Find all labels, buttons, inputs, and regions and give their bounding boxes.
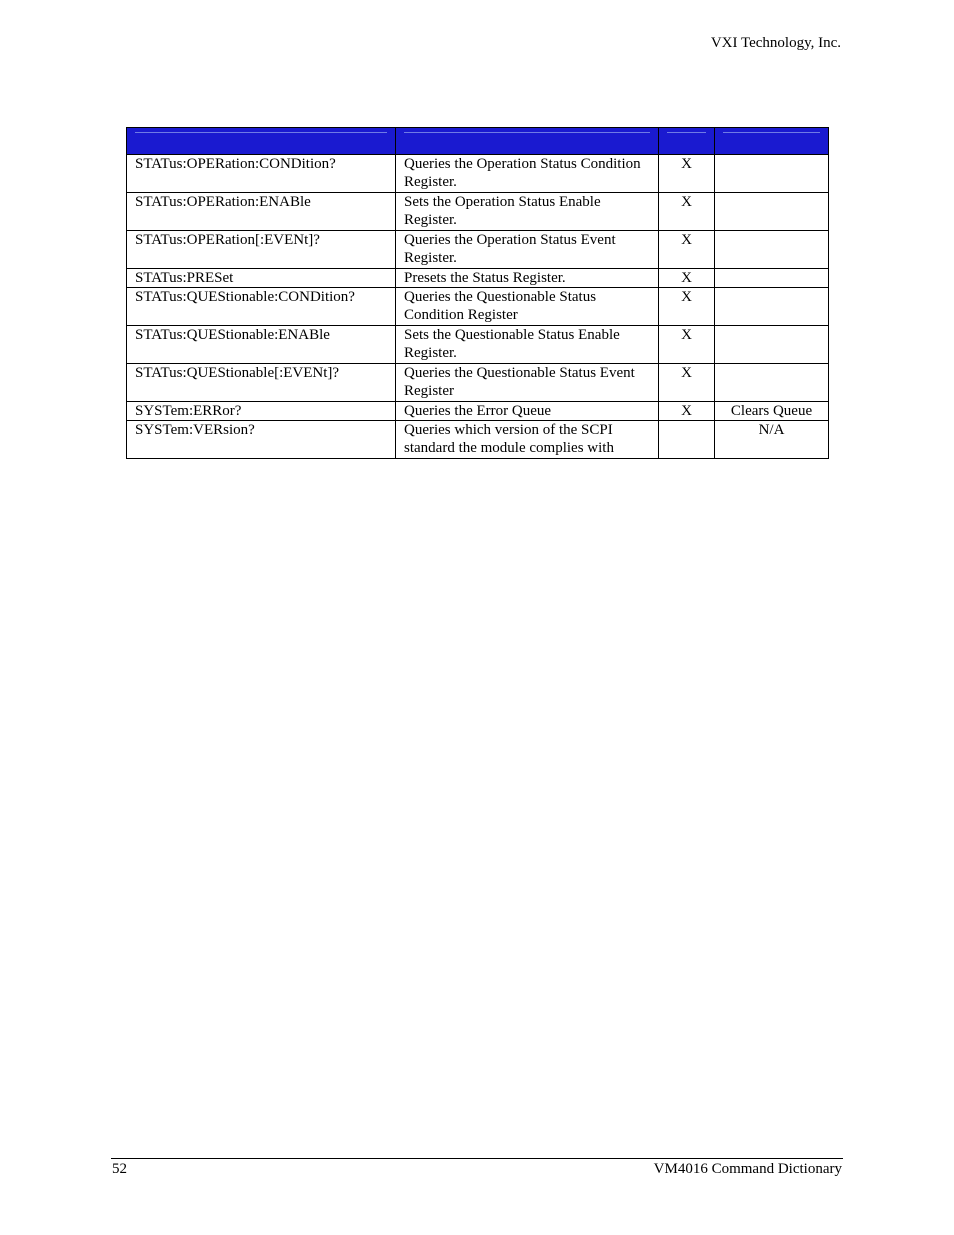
command-cell: STATus:QUEStionable:CONDition? bbox=[127, 288, 396, 326]
note-cell: N/A bbox=[715, 421, 829, 459]
note-cell bbox=[715, 193, 829, 231]
table-row bbox=[127, 193, 829, 231]
command-cell: STATus:OPERation:CONDition? bbox=[127, 155, 396, 193]
table-header-row bbox=[127, 128, 829, 155]
mark-cell: X bbox=[659, 364, 715, 402]
note-cell bbox=[715, 269, 829, 288]
header-cell-note bbox=[715, 128, 829, 155]
note-cell bbox=[715, 155, 829, 193]
description-cell: Queries the Operation Status Event Register. bbox=[396, 231, 659, 269]
description-cell: Queries the Questionable Status Condition Register bbox=[396, 288, 659, 326]
footer-page-number: 52 bbox=[112, 1161, 127, 1177]
mark-cell: X bbox=[659, 326, 715, 364]
note-cell bbox=[715, 364, 829, 402]
description-cell: Queries which version of the SCPI standard the module complies with bbox=[396, 421, 659, 459]
table-row bbox=[127, 231, 829, 269]
header-cell-description bbox=[396, 128, 659, 155]
mark-cell: X bbox=[659, 269, 715, 288]
command-cell: SYSTem:ERRor? bbox=[127, 402, 396, 421]
mark-cell: X bbox=[659, 231, 715, 269]
note-cell: Clears Queue bbox=[715, 402, 829, 421]
description-cell: Sets the Questionable Status Enable Register. bbox=[396, 326, 659, 364]
table-row bbox=[127, 155, 829, 193]
description-cell: Queries the Questionable Status Event Register bbox=[396, 364, 659, 402]
mark-cell: X bbox=[659, 155, 715, 193]
command-cell: STATus:OPERation:ENABle bbox=[127, 193, 396, 231]
mark-cell bbox=[659, 421, 715, 459]
note-cell bbox=[715, 326, 829, 364]
description-cell: Presets the Status Register. bbox=[396, 269, 659, 288]
mark-cell: X bbox=[659, 288, 715, 326]
command-table bbox=[126, 127, 829, 459]
command-cell: STATus:PRESet bbox=[127, 269, 396, 288]
mark-cell: X bbox=[659, 402, 715, 421]
header-cell-mark bbox=[659, 128, 715, 155]
command-cell: STATus:QUEStionable:ENABle bbox=[127, 326, 396, 364]
note-cell bbox=[715, 288, 829, 326]
command-cell: STATus:QUEStionable[:EVENt]? bbox=[127, 364, 396, 402]
description-cell: Sets the Operation Status Enable Register. bbox=[396, 193, 659, 231]
command-cell: SYSTem:VERsion? bbox=[127, 421, 396, 459]
description-cell: Queries the Operation Status Condition Register. bbox=[396, 155, 659, 193]
table-row bbox=[127, 326, 829, 364]
mark-cell: X bbox=[659, 193, 715, 231]
command-cell: STATus:OPERation[:EVENt]? bbox=[127, 231, 396, 269]
table-row bbox=[127, 364, 829, 402]
table-row bbox=[127, 269, 829, 288]
footer-doc-title: VM4016 Command Dictionary bbox=[653, 1161, 842, 1177]
table-row bbox=[127, 288, 829, 326]
table-row bbox=[127, 402, 829, 421]
table-row bbox=[127, 421, 829, 459]
header-company: VXI Technology, Inc. bbox=[710, 35, 841, 51]
header-cell-command bbox=[127, 128, 396, 155]
note-cell bbox=[715, 231, 829, 269]
footer-divider bbox=[111, 1158, 843, 1159]
description-cell: Queries the Error Queue bbox=[396, 402, 659, 421]
